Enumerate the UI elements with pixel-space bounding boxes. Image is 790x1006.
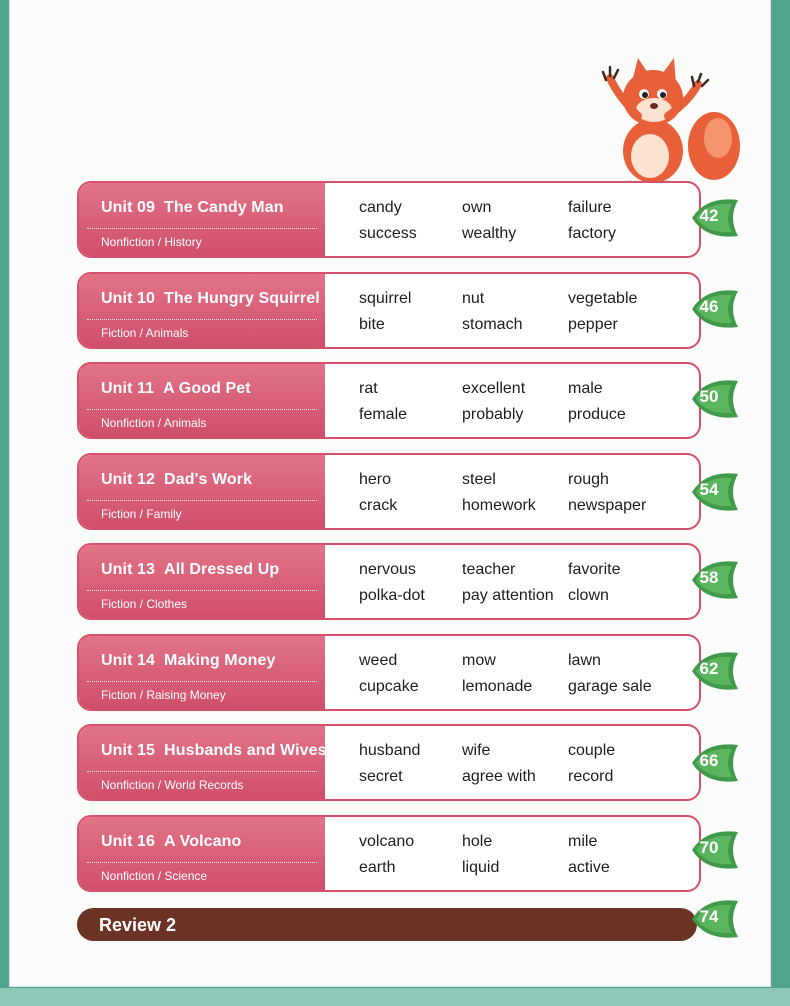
vocab-word: vegetable: [568, 290, 638, 307]
page-number: 50: [699, 387, 719, 406]
unit-name: The Hungry Squirrel: [164, 290, 320, 307]
vocab-word: bite: [359, 316, 385, 333]
vocab-word: wife: [462, 742, 491, 759]
unit-title: [101, 742, 327, 760]
unit-row: [77, 815, 701, 892]
vocab-word: volcano: [359, 833, 415, 850]
vocab-word: produce: [568, 406, 626, 423]
vocab-word: favorite: [568, 561, 621, 578]
vocab-word: lemonade: [462, 678, 533, 695]
unit-number: Unit 13: [101, 561, 156, 578]
page-badge: [688, 556, 742, 604]
dotted-divider: [87, 681, 317, 682]
unit-header: [79, 545, 325, 618]
vocab-word: lawn: [568, 652, 601, 669]
page-badge: [688, 285, 742, 333]
unit-title: [101, 199, 284, 217]
unit-name: Making Money: [164, 652, 276, 669]
page-number: 58: [699, 568, 719, 587]
unit-name: A Volcano: [164, 833, 242, 850]
page-badge: [688, 468, 742, 516]
vocab-word: rough: [568, 471, 609, 488]
bleed-through-text-bottom: [310, 960, 317, 988]
unit-number: Unit 14: [101, 652, 156, 669]
vocab-word: hole: [462, 833, 493, 850]
dotted-divider: [87, 862, 317, 863]
vocab-word: agree with: [462, 768, 536, 785]
unit-header: [79, 726, 325, 799]
review-row: [77, 908, 697, 941]
vocab-word: nervous: [359, 561, 416, 578]
vocab-word: rat: [359, 380, 378, 397]
unit-row: [77, 724, 701, 801]
vocab-word: stomach: [462, 316, 523, 333]
vocab-word: wealthy: [462, 225, 517, 242]
dotted-divider: [87, 500, 317, 501]
page-number: 46: [699, 297, 719, 316]
vocab-word: factory: [568, 225, 617, 242]
dotted-divider: [87, 409, 317, 410]
unit-genre: Fiction / Animals: [101, 326, 189, 340]
unit-title: [101, 652, 275, 670]
unit-header: [79, 455, 325, 528]
vocab-word: female: [359, 406, 408, 423]
page-number: 70: [699, 838, 719, 857]
vocab-word: newspaper: [568, 497, 647, 514]
vocab-word: clown: [568, 587, 609, 604]
vocab-word: own: [462, 199, 492, 216]
unit-title: [101, 471, 252, 489]
page-badge: [688, 647, 742, 695]
vocab-word: secret: [359, 768, 403, 785]
vocab-word: nut: [462, 290, 485, 307]
vocab-word: mow: [462, 652, 496, 669]
unit-genre: Fiction / Family: [101, 507, 182, 521]
unit-number: Unit 10: [101, 290, 156, 307]
page-number: 66: [699, 751, 719, 770]
unit-header: [79, 817, 325, 890]
contents-page: [10, 0, 770, 986]
unit-header: [79, 274, 325, 347]
unit-name: All Dressed Up: [164, 561, 280, 578]
page-badge: [688, 194, 742, 242]
unit-row: [77, 634, 701, 711]
vocab-word: liquid: [462, 859, 500, 876]
vocab-word: candy: [359, 199, 402, 216]
vocab-word: cupcake: [359, 678, 419, 695]
unit-title: [101, 561, 279, 579]
vocab-word: probably: [462, 406, 524, 423]
vocab-word: success: [359, 225, 417, 242]
vocab-word: hero: [359, 471, 392, 488]
unit-header: [79, 636, 325, 709]
unit-row: [77, 272, 701, 349]
page-badge: [688, 375, 742, 423]
dotted-divider: [87, 771, 317, 772]
unit-number: Unit 12: [101, 471, 156, 488]
vocab-word: garage sale: [568, 678, 652, 695]
unit-name: A Good Pet: [163, 380, 251, 397]
dotted-divider: [87, 319, 317, 320]
unit-row: [77, 362, 701, 439]
vocab-word: teacher: [462, 561, 516, 578]
vocab-word: steel: [462, 471, 496, 488]
vocab-word: record: [568, 768, 614, 785]
dotted-divider: [87, 228, 317, 229]
page-badge: [688, 826, 742, 874]
vocab-word: excellent: [462, 380, 526, 397]
vocab-word: failure: [568, 199, 612, 216]
unit-title: [101, 380, 251, 398]
review-page-badge: [688, 895, 742, 943]
unit-number: Unit 09: [101, 199, 156, 216]
page-edge: [0, 988, 790, 1006]
unit-row: [77, 181, 701, 258]
unit-genre: Nonfiction / Animals: [101, 416, 207, 430]
unit-number: Unit 15: [101, 742, 156, 759]
unit-genre: Nonfiction / History: [101, 235, 202, 249]
vocab-word: mile: [568, 833, 598, 850]
vocab-word: homework: [462, 497, 536, 514]
vocab-word: polka-dot: [359, 587, 425, 604]
vocab-word: active: [568, 859, 610, 876]
vocab-word: husband: [359, 742, 421, 759]
unit-name: Dad's Work: [164, 471, 253, 488]
dotted-divider: [87, 590, 317, 591]
page-number: 42: [699, 206, 719, 225]
review-label: Review 2: [99, 915, 177, 935]
unit-name: The Candy Man: [164, 199, 284, 216]
unit-genre: Fiction / Raising Money: [101, 688, 226, 702]
unit-row: [77, 453, 701, 530]
unit-header: [79, 364, 325, 437]
vocab-word: squirrel: [359, 290, 412, 307]
unit-name: Husbands and Wives: [164, 742, 327, 759]
vocab-word: earth: [359, 859, 396, 876]
unit-genre: Nonfiction / Science: [101, 869, 208, 883]
unit-genre: Nonfiction / World Records: [101, 778, 244, 792]
unit-title: [101, 290, 320, 308]
vocab-word: weed: [359, 652, 398, 669]
unit-title: [101, 833, 241, 851]
unit-row: [77, 543, 701, 620]
unit-number: Unit 11: [101, 380, 155, 397]
vocab-word: couple: [568, 742, 616, 759]
vocab-word: crack: [359, 497, 398, 514]
vocab-word: pepper: [568, 316, 618, 333]
page-number: 74: [699, 907, 719, 926]
unit-genre: Fiction / Clothes: [101, 597, 188, 611]
page-badge: [688, 739, 742, 787]
squirrel-mascot: [598, 56, 748, 194]
bleed-through-text: [90, 90, 97, 118]
unit-header: [79, 183, 325, 256]
vocab-word: pay attention: [462, 587, 554, 604]
vocab-word: male: [568, 380, 603, 397]
page-number: 62: [699, 659, 719, 678]
unit-number: Unit 16: [101, 833, 156, 850]
page-number: 54: [699, 480, 719, 499]
